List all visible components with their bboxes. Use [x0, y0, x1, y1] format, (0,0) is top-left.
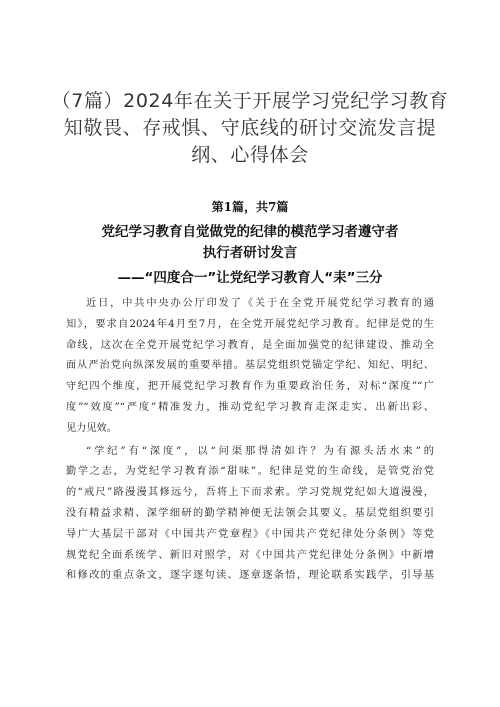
- text-line: 导广大基层干部对《中国共产党章程》《中国共产党纪律处分条例》等党: [66, 528, 434, 540]
- title-line: 知敬畏、存戒惧、守底线的研讨交流发言提: [63, 117, 437, 139]
- text-line: 面从严治党向纵深发展的重要举措。基层党组织党锚定学纪、知纪、明纪、: [66, 360, 434, 372]
- paragraph: [66, 294, 434, 440]
- text-line: 知》，要求自2024年4月至7月，在全党开展党纪学习教育。纪律是党的生: [66, 318, 434, 330]
- paragraph: [66, 442, 434, 588]
- text-line: 的“戒尺”路漫漫其修远兮，吾将上下而求索。学习党规党纪如大道漫漫，: [66, 487, 434, 499]
- text-line: 和修改的重点条文，逐字逐句读、逐章逐条悟，理论联系实践学，引导基: [66, 570, 434, 582]
- section-heading-line: 执行者研讨发言: [202, 245, 298, 261]
- document-title: [50, 88, 450, 169]
- text-line: 规党纪全面系统学、新旧对照学，对《中国共产党纪律处分条例》中新增: [66, 549, 434, 561]
- text-line: 见力见效。: [66, 422, 117, 434]
- title-line: （7篇）2024年在关于开展学习党纪学习教育: [51, 90, 449, 112]
- body-text: [66, 294, 434, 587]
- section-tagline: ——“四度合一”让党纪学习教育人“耒”三分: [117, 270, 383, 286]
- text-line: “学纪”有“深度”，以“问渠那得清如许？为有源头活水来”的: [86, 445, 434, 457]
- text-line: 命线，这次在全党开展党纪学习教育，是全面加强党的纪律建设、推动全: [66, 339, 434, 351]
- text-line: 近日，中共中央办公厅印发了《关于在全党开展党纪学习教育的通: [86, 298, 434, 309]
- chapter-mark: 第1篇，共7篇: [211, 200, 289, 214]
- text-line: 度”“效度”“严度”精准发力，推动党纪学习教育走深走实、出新出彩、: [66, 401, 434, 413]
- section-heading: [40, 222, 460, 264]
- text-line: 勤学之志，为党纪学习教育添“甜味”。纪律是党的生命线，是管党治党: [66, 466, 434, 478]
- section-heading-line: 党纪学习教育自觉做党的纪律的模范学习者遵守者: [101, 224, 399, 240]
- title-line: 纲、心得体会: [191, 144, 309, 166]
- text-line: 没有精益求精、深学细研的勤学精神便无法领会其要义。基层党组织要引: [66, 507, 434, 519]
- text-line: 守纪四个维度，把开展党纪学习教育作为重要政治任务，对标“深度”“广: [66, 381, 434, 393]
